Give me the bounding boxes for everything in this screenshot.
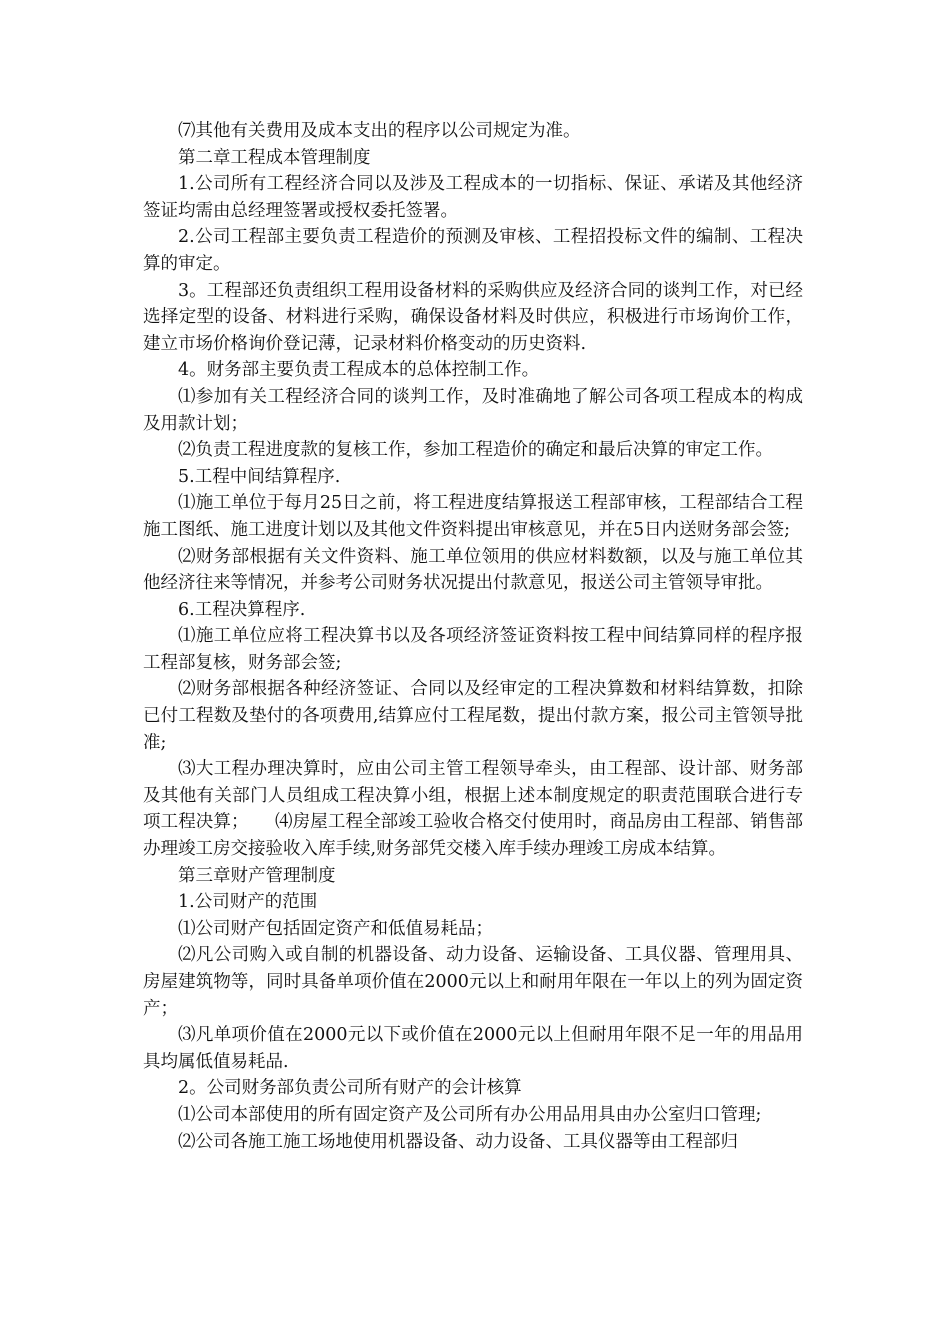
paragraph: ⑶凡单项价值在2000元以下或价值在2000元以上但耐用年限不足一年的用品用具均属低值易耗品. bbox=[143, 1025, 803, 1072]
paragraph: 2.公司工程部主要负责工程造价的预测及审核、工程招投标文件的编制、工程决算的审定。 bbox=[143, 227, 803, 274]
paragraph: 3。工程部还负责组织工程用设备材料的采购供应及经济合同的谈判工作，对已经选择定型的设备、材料进行采购，确保设备材料及时供应，积极进行市场询价工作，建立市场价格询价登记薄，记录材料价格变动的历史资料. bbox=[143, 280, 803, 354]
paragraph: 6.工程决算程序. bbox=[178, 599, 306, 620]
paragraph: ⑴公司财产包括固定资产和低值易耗品； bbox=[178, 918, 493, 939]
paragraph: 2。公司财务部负责公司所有财产的会计核算 bbox=[178, 1078, 522, 1099]
paragraph: 5.工程中间结算程序. bbox=[178, 466, 341, 487]
chapter-heading: 第二章工程成本管理制度 bbox=[178, 147, 371, 168]
paragraph: ⑴公司本部使用的所有固定资产及公司所有办公用品用具由办公室归口管理; bbox=[178, 1104, 762, 1125]
chapter-heading: 第三章财产管理制度 bbox=[178, 865, 336, 886]
paragraph: ⑴施工单位应将工程决算书以及各项经济签证资料按工程中间结算同样的程序报工程部复核，财务部会签; bbox=[143, 626, 803, 673]
paragraph: ⑵负责工程进度款的复核工作，参加工程造价的确定和最后决算的审定工作。 bbox=[178, 440, 773, 461]
paragraph: ⑴参加有关工程经济合同的谈判工作，及时准确地了解公司各项工程成本的构成及用款计划； bbox=[143, 386, 803, 434]
paragraph: 1.公司所有工程经济合同以及涉及工程成本的一切指标、保证、承诺及其他经济签证均需由总经理签署或授权委托签署。 bbox=[143, 174, 803, 221]
paragraph: ⑵财务部根据有关文件资料、施工单位领用的供应材料数额，以及与施工单位其他经济往来等情况，并参考公司财务状况提出付款意见，报送公司主管领导审批。 bbox=[143, 546, 803, 594]
paragraph: 1.公司财产的范围 bbox=[178, 892, 318, 913]
paragraph: ⑵财务部根据各种经济签证、合同以及经审定的工程决算数和材料结算数，扣除已付工程数及垫付的各项费用,结算应付工程尾数，提出付款方案，报公司主管领导批准; bbox=[143, 679, 803, 753]
paragraph: ⑵公司各施工施工场地使用机器设备、动力设备、工具仪器等由工程部归 bbox=[178, 1131, 738, 1152]
paragraph: ⑺其他有关费用及成本支出的程序以公司规定为准。 bbox=[178, 121, 581, 141]
paragraph: ⑵凡公司购入或自制的机器设备、动力设备、运输设备、工具仪器、管理用具、房屋建筑物等，同时具备单项价值在2000元以上和耐用年限在一年以上的列为固定资产； bbox=[143, 945, 803, 1019]
paragraph: ⑴施工单位于每月25日之前，将工程进度结算报送工程部审核，工程部结合工程施工图纸、施工进度计划以及其他文件资料提出审核意见，并在5日内送财务部会签; bbox=[143, 493, 803, 540]
paragraph: ⑶大工程办理决算时，应由公司主管工程领导牵头，由工程部、设计部、财务部及其他有关部门人员组成工程决算小组，根据上述本制度规定的职责范围联合进行专项工程决算； ⑷房屋工程全部竣工验收合格交付使用时，商品房由工程部、销售部办理竣工房交接验收入库手续,财务部凭交楼入库手续办理竣工房成本结算。 bbox=[143, 759, 803, 860]
paragraph: 4。财务部主要负责工程成本的总体控制工作。 bbox=[178, 360, 540, 381]
document-page bbox=[143, 118, 803, 1155]
